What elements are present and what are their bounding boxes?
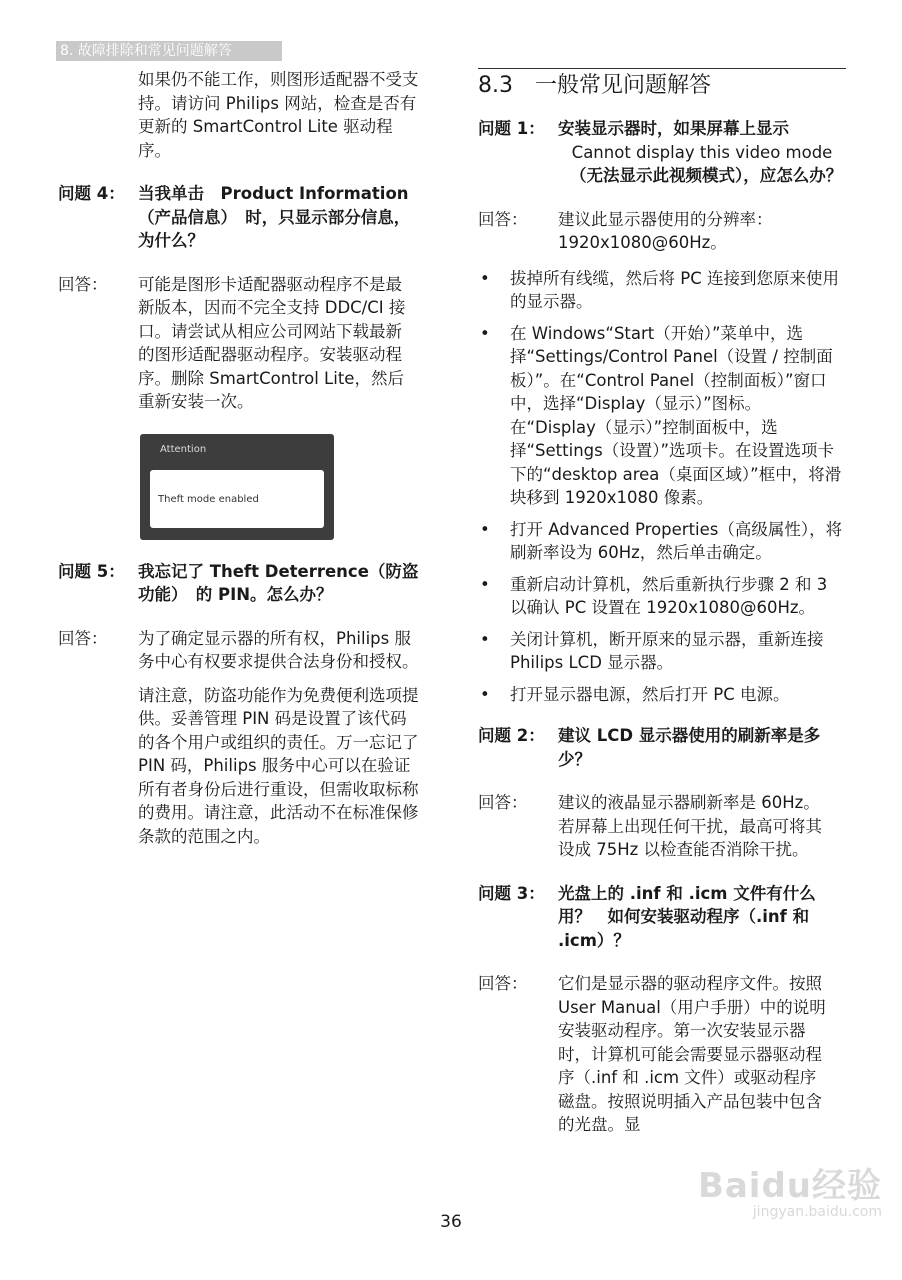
answer-5-label: 回答： xyxy=(58,628,108,648)
baidu-watermark xyxy=(698,1168,882,1220)
watermark-logo-text: Baidu经验 xyxy=(697,1166,882,1206)
watermark-url: jingyan.baidu.com xyxy=(752,1204,882,1220)
answer-4 xyxy=(58,273,422,414)
question-5-label: 问题 5： xyxy=(58,561,125,581)
step-item: • 关闭计算机，断开原来的显示器，重新连接 Philips LCD 显示器。 xyxy=(478,628,846,675)
question-1-line-3: （无法显示此视频模式），应怎么办？ xyxy=(570,166,843,185)
answer-2-text: 建议的液晶显示器刷新率是 60Hz。若屏幕上出现任何干扰，最高可将其设成 75Hz 以检查能否消除干扰。 xyxy=(558,793,822,859)
dialog-message: Theft mode enabled xyxy=(158,493,259,505)
answer-2 xyxy=(478,791,846,862)
question-3-label: 问题 3： xyxy=(478,883,545,903)
attention-dialog-image xyxy=(140,434,334,540)
section-title-text: 8.3 一般常见问题解答 xyxy=(478,73,711,98)
answer-1-text: 建议此显示器使用的分辨率：1920x1080@60Hz。 xyxy=(558,209,773,252)
question-5-text: 我忘记了 Theft Deterrence（防盗功能） 的 PIN。怎么办？ xyxy=(138,561,419,604)
step-item: • 打开显示器电源，然后打开 PC 电源。 xyxy=(478,683,846,707)
answer-1-steps xyxy=(478,267,846,707)
right-column xyxy=(478,68,846,1157)
intro-paragraph: 如果仍不能工作，则图形适配器不受支持。请访问 Philips 网站，检查是否有更新的 SmartControl Lite 驱动程序。 xyxy=(138,70,419,160)
question-1-text xyxy=(558,117,846,188)
page-number: 36 xyxy=(440,1212,462,1232)
question-1-label: 问题 1： xyxy=(478,119,545,138)
step-item: • 打开 Advanced Properties（高级属性），将刷新率设为 60Hz，然后单击确定。 xyxy=(478,518,846,565)
question-5 xyxy=(58,560,422,607)
section-header-tab: 8. 故障排除和常见问题解答 xyxy=(56,41,282,61)
answer-5 xyxy=(58,627,422,674)
question-4-text: 当我单击 Product Information（产品信息） 时，只显示部分信息，为什么？ xyxy=(138,184,411,250)
question-1-line-1: 安装显示器时，如果屏幕上显示 xyxy=(558,119,789,138)
answer-3-label: 回答： xyxy=(478,974,528,993)
question-3 xyxy=(478,882,846,953)
answer-5-text: 为了确定显示器的所有权，Philips 服务中心有权要求提供合法身份和授权。 xyxy=(138,628,419,671)
answer-2-label: 回答： xyxy=(478,793,528,812)
question-1-line-2: Cannot display this video mode xyxy=(571,142,833,162)
question-2-text: 建议 LCD 显示器使用的刷新率是多少？ xyxy=(558,726,821,769)
question-2-label: 问题 2： xyxy=(478,726,545,745)
question-4 xyxy=(58,182,422,253)
step-item: • 在 Windows“Start（开始）”菜单中，选择“Settings/Control Panel（设置 / 控制面板）”。在“Control Panel（控制面板）”窗口中，选择“Display（显示）”图标。在“Display（显示）”控制面板中，选择“Settings（设置）”选项卡。在设置选项卡下的“desktop area（桌面区域）”框中，将滑块移到 1920x1080 像素。 xyxy=(478,322,846,510)
answer-3 xyxy=(478,972,846,1137)
answer-5-note: 请注意，防盗功能作为免费便利选项提供。妥善管理 PIN 码是设置了该代码的各个用户或组织的责任。万一忘记了 PIN 码，Philips 服务中心可以在验证所有者身份后进行重设，但需收取标称的费用。请注意，此活动不在标准保修条款的范围之内。 xyxy=(138,685,419,846)
answer-3-text: 它们是显示器的驱动程序文件。按照 User Manual（用户手册）中的说明安装驱动程序。第一次安装显示器时，计算机可能会需要显示器驱动程序（.inf 和 .icm 文件）或驱动程序磁盘。按照说明插入产品包装中包含的光盘。显 xyxy=(558,974,826,1134)
answer-1-label: 回答： xyxy=(478,209,528,229)
dialog-title: Attention xyxy=(160,443,207,455)
answer-4-label: 回答： xyxy=(58,274,108,294)
question-1 xyxy=(478,117,846,188)
left-column xyxy=(58,68,422,848)
question-4-label: 问题 4： xyxy=(58,184,125,203)
question-2 xyxy=(478,724,846,771)
answer-4-text: 可能是图形卡适配器驱动程序不是最新版本，因而不完全支持 DDC/CI 接口。请尝试从相应公司网站下载最新的图形适配器驱动程序。安装驱动程序。删除 SmartControl Lite，然后重新安装一次。 xyxy=(138,274,406,411)
answer-1 xyxy=(478,208,846,255)
step-item: • 重新启动计算机，然后重新执行步骤 2 和 3 以确认 PC 设置在 1920x1080@60Hz。 xyxy=(478,573,846,620)
question-3-text: 光盘上的 .inf 和 .icm 文件有什么用？ 如何安装驱动程序（.inf 和 .icm）？ xyxy=(558,883,816,950)
dialog-message-box xyxy=(150,470,324,528)
section-title xyxy=(478,68,846,107)
step-item: • 拔掉所有线缆，然后将 PC 连接到您原来使用的显示器。 xyxy=(478,267,846,314)
